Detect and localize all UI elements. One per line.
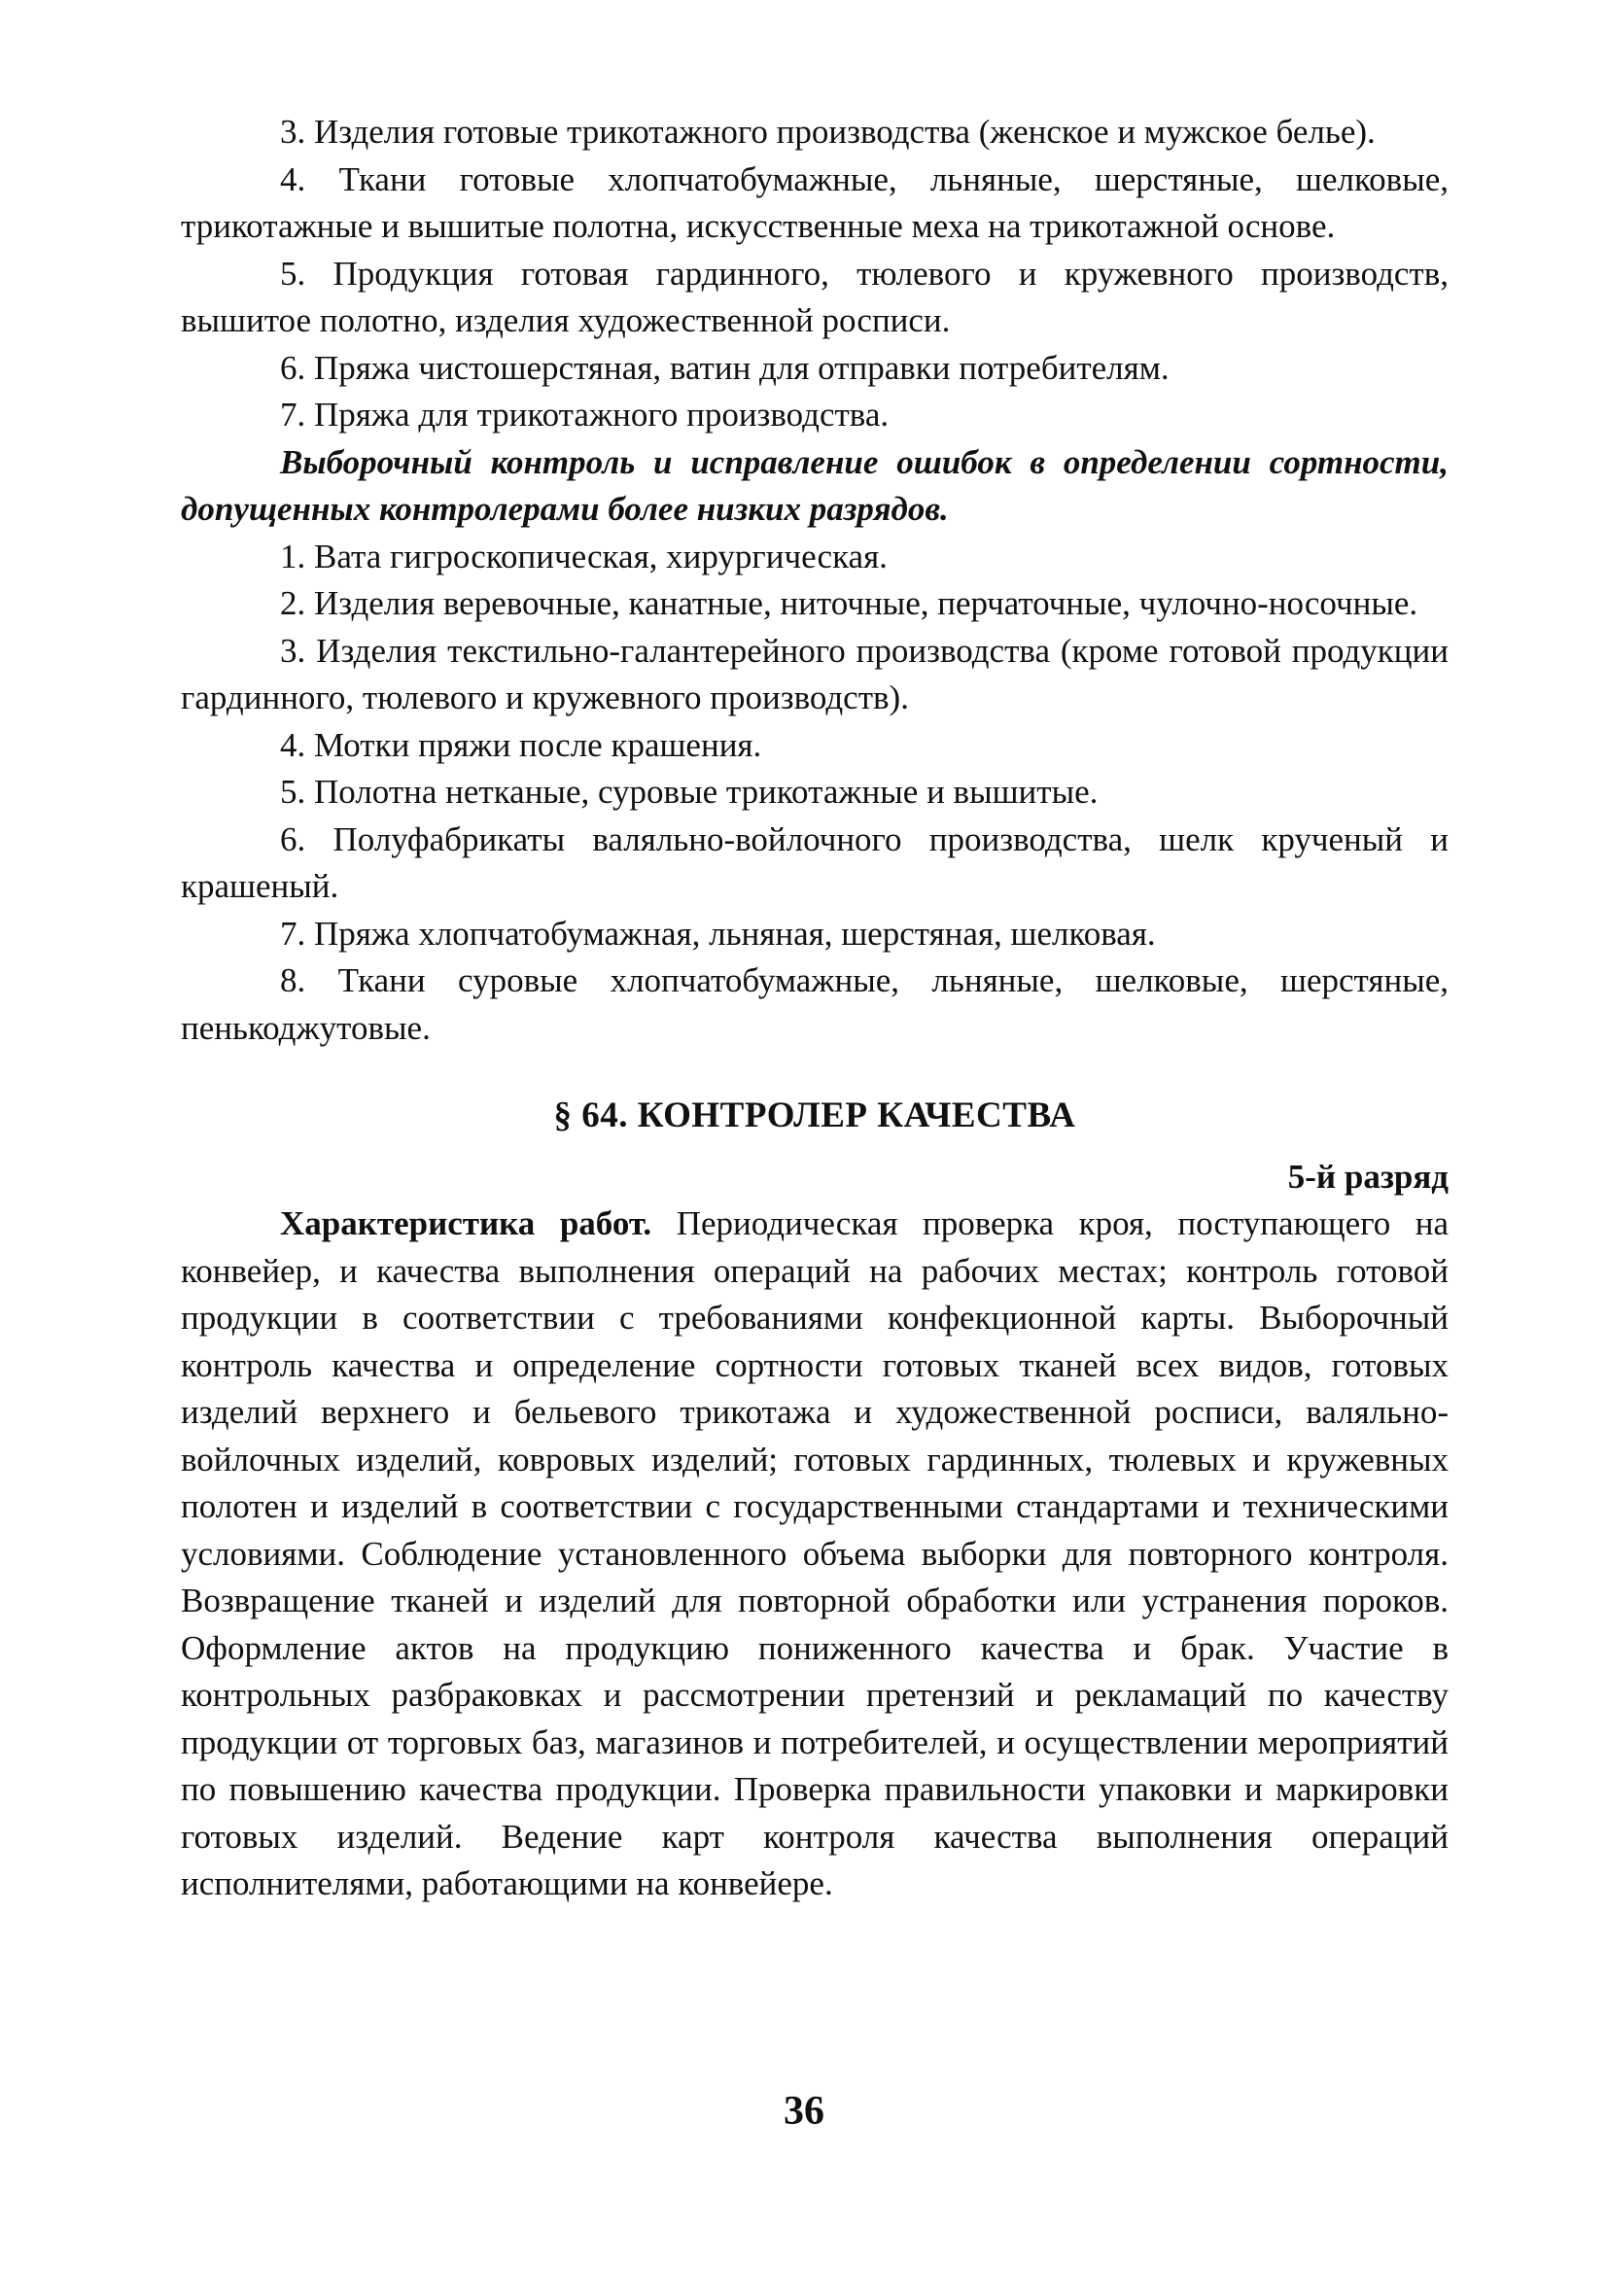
- list-item: 6. Полуфабрикаты валяльно-войлочного производства, шелк крученый и крашеный.: [181, 819, 1449, 905]
- list-item: 4. Ткани готовые хлопчатобумажные, льняные, шерстяные, шелковые, трикотажные и вышитые полотна, искусственные меха на трикотажной основе.: [181, 159, 1449, 245]
- characteristic-label: Характеристика работ.: [280, 1204, 652, 1242]
- characteristic-paragraph: [181, 1200, 1449, 1908]
- list-item: 6. Пряжа чистошерстяная, ватин для отправки потребителям.: [280, 348, 1170, 387]
- section-title: § 64. КОНТРОЛЕР КАЧЕСТВА: [553, 1096, 1076, 1135]
- page-number: 36: [784, 2089, 824, 2134]
- list-item: 5. Полотна нетканые, суровые трикотажные и вышитые.: [280, 773, 1099, 811]
- list-item: 7. Пряжа хлопчатобумажная, льняная, шерстяная, шелковая.: [280, 914, 1156, 953]
- grade-label: 5-й разряд: [1287, 1157, 1449, 1196]
- characteristic-text: Периодическая проверка кроя, поступающего на конвейер, и качества выполнения операций на рабочих местах; контроль готовой продукции в соответствии с требованиями конфекционной карты. Выборочный контроль качества и определение сортности готовых тканей всех видов, готовых изделий верхнего и бельевого трикотажа и художественной росписи, валяльно-войлочных изделий, ковровых изделий; готовых гардинных, тюлевых и кружевных полотен и изделий в соответствии с государственными стандартами и техническими условиями. Соблюдение установленного объема выборки для повторного контроля. Возвращение тканей и изделий для повторной обработки или устранения пороков. Оформление актов на продукцию пониженного качества и брак. Участие в контрольных разбраковках и рассмотрении претензий и рекламаций по качеству продукции от торговых баз, магазинов и потребителей, и осуществлении мероприятий по повышению качества продукции. Проверка правильности упаковки и маркировки готовых изделий. Ведение карт контроля качества выполнения операций исполнителями, работающими на конвейере.: [181, 1204, 1449, 1902]
- list-item: 8. Ткани суровые хлопчатобумажные, льняные, шелковые, шерстяные, пенькоджутовые.: [181, 961, 1449, 1047]
- list-item: 3. Изделия текстильно-галантерейного производства (кроме готовой продукции гардинного, тюлевого и кружевного производств).: [181, 631, 1449, 716]
- list-item: 5. Продукция готовая гардинного, тюлевого и кружевного производств, вышитое полотно, изделия художественной росписи.: [181, 254, 1449, 339]
- list-item: 1. Вата гигроскопическая, хирургическая.: [280, 537, 888, 575]
- list-item: 7. Пряжа для трикотажного производства.: [280, 396, 890, 434]
- list-item: 4. Мотки пряжи после крашения.: [280, 725, 762, 764]
- list-item: 2. Изделия веревочные, канатные, ниточные, перчаточные, чулочно-носочные.: [280, 584, 1418, 622]
- section-subheading: Выборочный контроль и исправление ошибок в определении сортности, допущенных контролерами более низких разрядов.: [181, 442, 1449, 528]
- page-body: [181, 109, 1449, 1908]
- list-item: 3. Изделия готовые трикотажного производства (женское и мужское белье).: [280, 113, 1376, 151]
